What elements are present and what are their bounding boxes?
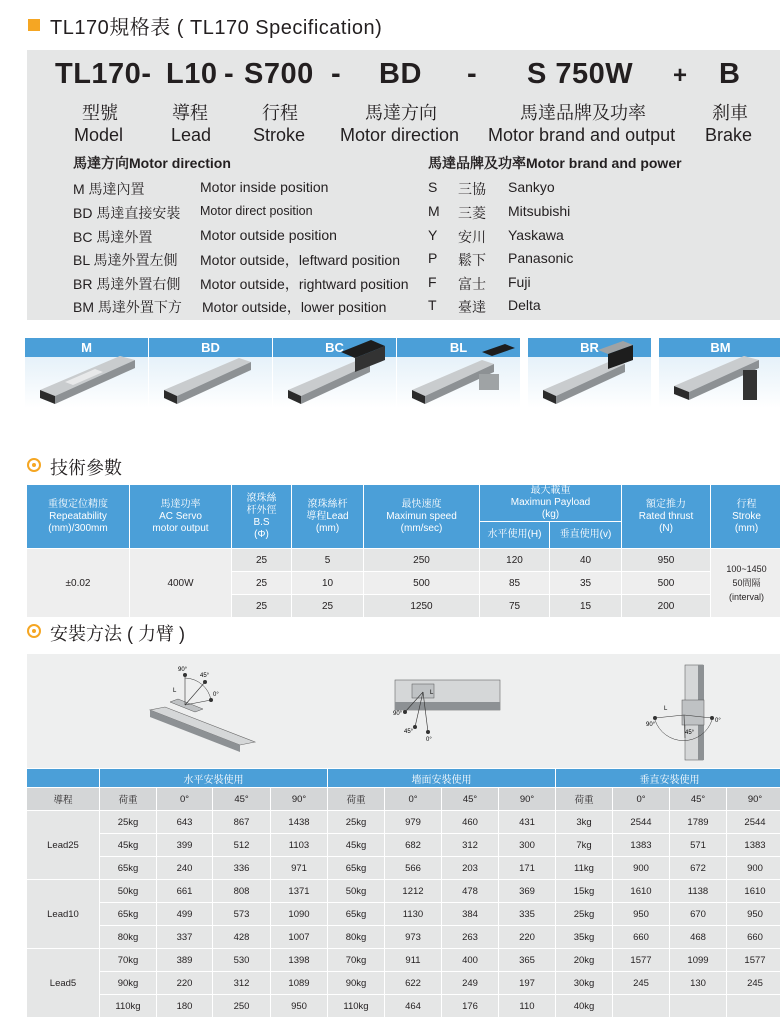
moment-cell: 312 bbox=[442, 834, 499, 857]
moment-cell: 571 bbox=[670, 834, 727, 857]
load-cell: 11kg bbox=[556, 857, 613, 880]
moment-cell: 1789 bbox=[670, 811, 727, 834]
th-angle-0: 0° bbox=[157, 788, 213, 811]
brand-cn: 臺達 bbox=[458, 299, 486, 315]
td-power: 400W bbox=[130, 549, 232, 618]
moment-cell: 110 bbox=[499, 995, 556, 1018]
th-angle-45: 45° bbox=[442, 788, 499, 811]
moment-cell: 249 bbox=[442, 972, 499, 995]
table-row bbox=[27, 949, 780, 972]
load-cell: 65kg bbox=[328, 903, 385, 926]
direction-code: BL 馬達外置左側 bbox=[73, 252, 178, 268]
wall-mount-diagram-icon bbox=[390, 670, 510, 750]
table-row bbox=[27, 880, 780, 903]
moment-cell: 682 bbox=[385, 834, 442, 857]
th-group-wall: 墻面安裝使用 bbox=[328, 769, 556, 788]
variant-label: BC bbox=[273, 338, 396, 357]
angle-label: 0° bbox=[213, 692, 219, 698]
direction-desc: Motor outside，leftward position bbox=[200, 252, 400, 268]
moment-cell: 808 bbox=[213, 880, 271, 903]
direction-code: M 馬達內置 bbox=[73, 181, 145, 197]
th-group-horizontal: 水平安裝使用 bbox=[100, 769, 328, 788]
moment-cell: 220 bbox=[499, 926, 556, 949]
moment-cell: 867 bbox=[213, 811, 271, 834]
moment-cell: 670 bbox=[670, 903, 727, 926]
moment-cell: 950 bbox=[613, 903, 670, 926]
td-lead: 10 bbox=[292, 572, 364, 595]
moment-cell: 130 bbox=[670, 972, 727, 995]
moment-cell: 566 bbox=[385, 857, 442, 880]
brand-cn: 鬆下 bbox=[458, 252, 486, 268]
install-section-title: 安裝方法 ( 力臂 ) bbox=[50, 624, 185, 644]
moment-cell: 979 bbox=[385, 811, 442, 834]
moment-cell: 950 bbox=[271, 995, 328, 1018]
table-row bbox=[27, 926, 780, 949]
direction-desc: Motor outside position bbox=[200, 227, 337, 243]
th-load: 荷重 bbox=[328, 788, 385, 811]
code-lead: L10 bbox=[166, 58, 218, 90]
actuator-bm-icon bbox=[659, 338, 780, 418]
th-empty bbox=[27, 769, 100, 788]
page-title: TL170規格表 ( TL170 Specification) bbox=[50, 17, 383, 39]
moment-cell: 468 bbox=[670, 926, 727, 949]
th-angle-90: 90° bbox=[499, 788, 556, 811]
variant-card-bd bbox=[149, 338, 272, 438]
moment-cell: 900 bbox=[613, 857, 670, 880]
load-cell: 45kg bbox=[328, 834, 385, 857]
moment-cell: 622 bbox=[385, 972, 442, 995]
th-payload: 最大載重 Maximun Payload (kg) bbox=[480, 485, 622, 522]
brand-cn: 富士 bbox=[458, 276, 486, 292]
direction-desc: Motor direct position bbox=[200, 204, 313, 218]
direction-desc: Motor inside position bbox=[200, 179, 329, 195]
direction-desc: Motor outside，lower position bbox=[202, 299, 387, 315]
lead-cell: Lead5 bbox=[27, 949, 100, 1018]
field-en: Lead bbox=[171, 125, 212, 145]
load-cell: 65kg bbox=[328, 857, 385, 880]
moment-cell: 180 bbox=[157, 995, 213, 1018]
td-speed: 500 bbox=[364, 572, 480, 595]
moment-cell: 337 bbox=[157, 926, 213, 949]
brand-cn: 三協 bbox=[458, 181, 486, 197]
load-cell: 25kg bbox=[328, 811, 385, 834]
brand-code: T bbox=[428, 297, 437, 313]
angle-label: 45° bbox=[200, 673, 210, 679]
actuator-bl-icon bbox=[397, 338, 520, 418]
th-angle-0: 0° bbox=[613, 788, 670, 811]
vertical-mount-diagram-icon bbox=[640, 660, 740, 765]
lead-cell: Lead10 bbox=[27, 880, 100, 949]
moment-cell: 911 bbox=[385, 949, 442, 972]
angle-label: 45° bbox=[685, 730, 695, 736]
moment-cell: 389 bbox=[157, 949, 213, 972]
load-cell: 7kg bbox=[556, 834, 613, 857]
field-cn: 馬達方向 bbox=[365, 103, 437, 123]
load-cell: 15kg bbox=[556, 880, 613, 903]
moment-cell: 1089 bbox=[271, 972, 328, 995]
moment-cell: 478 bbox=[442, 880, 499, 903]
th-angle-45: 45° bbox=[670, 788, 727, 811]
tech-spec-table bbox=[26, 484, 780, 618]
table-row bbox=[27, 972, 780, 995]
motor-direction-heading: 馬達方向Motor direction bbox=[73, 155, 231, 171]
td-payload-v: 15 bbox=[550, 595, 622, 618]
variant-label: BL bbox=[397, 338, 520, 357]
code-dash: - bbox=[224, 58, 235, 90]
motor-brand-heading: 馬達品牌及功率Motor brand and power bbox=[428, 155, 682, 171]
moment-cell: 1610 bbox=[727, 880, 780, 903]
moment-cell bbox=[670, 995, 727, 1018]
load-cell: 50kg bbox=[328, 880, 385, 903]
load-cell: 3kg bbox=[556, 811, 613, 834]
td-payload-v: 40 bbox=[550, 549, 622, 572]
moment-cell: 643 bbox=[157, 811, 213, 834]
actuator-m-icon bbox=[25, 338, 148, 418]
moment-cell: 530 bbox=[213, 949, 271, 972]
title-bullet-icon bbox=[28, 19, 40, 31]
moment-cell: 203 bbox=[442, 857, 499, 880]
moment-cell: 1438 bbox=[271, 811, 328, 834]
brand-en: Sankyo bbox=[508, 179, 555, 195]
code-plus: + bbox=[673, 62, 688, 89]
td-speed: 250 bbox=[364, 549, 480, 572]
moment-cell: 499 bbox=[157, 903, 213, 926]
load-cell: 40kg bbox=[556, 995, 613, 1018]
moment-cell: 973 bbox=[385, 926, 442, 949]
load-cell: 80kg bbox=[328, 926, 385, 949]
th-angle-0: 0° bbox=[385, 788, 442, 811]
moment-cell: 335 bbox=[499, 903, 556, 926]
load-cell: 20kg bbox=[556, 949, 613, 972]
td-speed: 1250 bbox=[364, 595, 480, 618]
td-lead: 25 bbox=[292, 595, 364, 618]
moment-cell: 171 bbox=[499, 857, 556, 880]
moment-cell: 971 bbox=[271, 857, 328, 880]
arm-length-label: L bbox=[430, 690, 434, 696]
moment-cell: 2544 bbox=[727, 811, 780, 834]
moment-cell bbox=[613, 995, 670, 1018]
load-cell: 65kg bbox=[100, 903, 157, 926]
brand-cn: 三菱 bbox=[458, 205, 486, 221]
load-cell: 70kg bbox=[328, 949, 385, 972]
variant-label: M bbox=[25, 338, 148, 357]
load-cell: 110kg bbox=[328, 995, 385, 1018]
moment-cell bbox=[727, 995, 780, 1018]
variant-card-m bbox=[25, 338, 148, 438]
moment-cell: 1090 bbox=[271, 903, 328, 926]
moment-cell: 1383 bbox=[727, 834, 780, 857]
variant-card-bl bbox=[397, 338, 520, 438]
td-payload-h: 120 bbox=[480, 549, 550, 572]
moment-cell: 176 bbox=[442, 995, 499, 1018]
load-cell: 65kg bbox=[100, 857, 157, 880]
variant-card-bc bbox=[273, 338, 396, 438]
load-cell: 50kg bbox=[100, 880, 157, 903]
moment-cell: 1610 bbox=[613, 880, 670, 903]
code-direction: BD bbox=[379, 58, 422, 90]
td-lead: 5 bbox=[292, 549, 364, 572]
moment-cell: 464 bbox=[385, 995, 442, 1018]
moment-cell: 336 bbox=[213, 857, 271, 880]
moment-cell: 220 bbox=[157, 972, 213, 995]
brand-cn: 安川 bbox=[458, 229, 486, 245]
moment-cell: 1398 bbox=[271, 949, 328, 972]
angle-label: 0° bbox=[715, 718, 721, 724]
brand-code: S bbox=[428, 179, 438, 195]
direction-code: BD 馬達直接安裝 bbox=[73, 205, 181, 221]
td-thrust: 950 bbox=[622, 549, 711, 572]
brand-code: P bbox=[428, 250, 438, 266]
brand-code: M bbox=[428, 203, 440, 219]
brand-code: F bbox=[428, 274, 437, 290]
load-cell: 45kg bbox=[100, 834, 157, 857]
moment-cell: 245 bbox=[613, 972, 670, 995]
section-bullet-icon bbox=[27, 458, 41, 472]
brand-en: Panasonic bbox=[508, 250, 574, 266]
angle-label: 90° bbox=[646, 722, 656, 728]
field-en: Motor brand and output bbox=[488, 125, 676, 145]
actuator-bc-icon bbox=[273, 338, 396, 418]
moment-cell: 1099 bbox=[670, 949, 727, 972]
table-row bbox=[27, 834, 780, 857]
direction-code: BR 馬達外置右側 bbox=[73, 276, 181, 292]
td-payload-v: 35 bbox=[550, 572, 622, 595]
th-repeatability: 重復定位精度 Repeatability (mm)/300mm bbox=[27, 485, 130, 549]
moment-cell: 245 bbox=[727, 972, 780, 995]
field-cn: 刹車 bbox=[712, 103, 748, 123]
td-thrust: 500 bbox=[622, 572, 711, 595]
moment-cell: 900 bbox=[727, 857, 780, 880]
moment-cell: 460 bbox=[442, 811, 499, 834]
moment-cell: 1130 bbox=[385, 903, 442, 926]
td-payload-h: 85 bbox=[480, 572, 550, 595]
load-cell: 80kg bbox=[100, 926, 157, 949]
moment-cell: 312 bbox=[213, 972, 271, 995]
th-lead: 導程 bbox=[27, 788, 100, 811]
th-stroke: 行程 Stroke (mm) bbox=[711, 485, 780, 549]
actuator-br-icon bbox=[528, 338, 651, 418]
code-brake: B bbox=[719, 58, 741, 90]
moment-cell: 660 bbox=[727, 926, 780, 949]
moment-load-table bbox=[26, 768, 780, 1018]
direction-code: BM 馬達外置下方 bbox=[73, 299, 182, 315]
variant-label: BD bbox=[149, 338, 272, 357]
moment-cell: 672 bbox=[670, 857, 727, 880]
tech-section-title: 技術參數 bbox=[50, 458, 122, 478]
moment-cell: 431 bbox=[499, 811, 556, 834]
code-dash: - bbox=[467, 58, 478, 90]
td-stroke: 100~1450 50間隔 (interval) bbox=[711, 549, 780, 618]
moment-cell: 1383 bbox=[613, 834, 670, 857]
moment-cell: 512 bbox=[213, 834, 271, 857]
field-en: Motor direction bbox=[340, 125, 460, 145]
field-en: Brake bbox=[705, 125, 753, 145]
th-angle-45: 45° bbox=[213, 788, 271, 811]
direction-desc: Motor outside，rightward position bbox=[200, 276, 409, 292]
moment-cell: 1577 bbox=[613, 949, 670, 972]
angle-label: 45° bbox=[404, 729, 414, 735]
moment-cell: 1577 bbox=[727, 949, 780, 972]
angle-label: 0° bbox=[426, 737, 432, 743]
table-row bbox=[27, 811, 780, 834]
variant-label: BM bbox=[659, 338, 780, 357]
moment-cell: 1103 bbox=[271, 834, 328, 857]
brand-en: Mitsubishi bbox=[508, 203, 571, 219]
variant-label: BR bbox=[528, 338, 651, 357]
load-cell: 90kg bbox=[100, 972, 157, 995]
moment-cell: 1007 bbox=[271, 926, 328, 949]
th-speed: 最快速度 Maximun speed (mm/sec) bbox=[364, 485, 480, 549]
moment-cell: 573 bbox=[213, 903, 271, 926]
moment-cell: 197 bbox=[499, 972, 556, 995]
th-angle-90: 90° bbox=[271, 788, 328, 811]
th-load: 荷重 bbox=[100, 788, 157, 811]
moment-cell: 300 bbox=[499, 834, 556, 857]
moment-cell: 2544 bbox=[613, 811, 670, 834]
th-thrust: 額定推力 Rated thrust (N) bbox=[622, 485, 711, 549]
field-cn: 導程 bbox=[172, 103, 208, 123]
load-cell: 30kg bbox=[556, 972, 613, 995]
code-dash: - bbox=[331, 58, 342, 90]
section-bullet-icon bbox=[27, 624, 41, 638]
code-motor: S 750W bbox=[527, 58, 634, 90]
moment-cell: 660 bbox=[613, 926, 670, 949]
td-bs: 25 bbox=[232, 572, 292, 595]
moment-cell: 661 bbox=[157, 880, 213, 903]
load-cell: 35kg bbox=[556, 926, 613, 949]
moment-cell: 399 bbox=[157, 834, 213, 857]
th-power: 馬達功率 AC Servo motor output bbox=[130, 485, 232, 549]
table-row bbox=[27, 857, 780, 880]
td-bs: 25 bbox=[232, 549, 292, 572]
moment-cell: 428 bbox=[213, 926, 271, 949]
th-load: 荷重 bbox=[556, 788, 613, 811]
table-row bbox=[27, 995, 780, 1018]
code-model: TL170- bbox=[55, 58, 152, 90]
variant-card-br bbox=[528, 338, 651, 438]
field-en: Stroke bbox=[253, 125, 306, 145]
moment-cell: 1371 bbox=[271, 880, 328, 903]
brand-code: Y bbox=[428, 227, 438, 243]
arm-length-label: L bbox=[173, 688, 177, 694]
th-lead: 滾珠絲杆 導程Lead (mm) bbox=[292, 485, 364, 549]
arm-length-label: L bbox=[664, 706, 668, 712]
moment-cell: 950 bbox=[727, 903, 780, 926]
th-angle-90: 90° bbox=[727, 788, 780, 811]
code-stroke: S700 bbox=[244, 58, 314, 90]
th-payload-h: 水平使用(H) bbox=[480, 522, 550, 549]
load-cell: 110kg bbox=[100, 995, 157, 1018]
load-cell: 70kg bbox=[100, 949, 157, 972]
moment-cell: 365 bbox=[499, 949, 556, 972]
field-en: Model bbox=[74, 125, 124, 145]
th-ball-screw: 滾珠絲 杆外徑 B.S (Φ) bbox=[232, 485, 292, 549]
moment-cell: 250 bbox=[213, 995, 271, 1018]
moment-cell: 1138 bbox=[670, 880, 727, 903]
load-cell: 90kg bbox=[328, 972, 385, 995]
field-cn: 型號 bbox=[82, 103, 118, 123]
td-repeatability: ±0.02 bbox=[27, 549, 130, 618]
brand-en: Fuji bbox=[508, 274, 531, 290]
th-payload-v: 垂直使用(v) bbox=[550, 522, 622, 549]
brand-en: Delta bbox=[508, 297, 541, 313]
moment-cell: 369 bbox=[499, 880, 556, 903]
direction-code: BC 馬達外置 bbox=[73, 229, 153, 245]
variant-card-bm bbox=[659, 338, 780, 438]
moment-cell: 1212 bbox=[385, 880, 442, 903]
td-thrust: 200 bbox=[622, 595, 711, 618]
moment-cell: 384 bbox=[442, 903, 499, 926]
angle-label: 90° bbox=[178, 667, 188, 673]
moment-cell: 240 bbox=[157, 857, 213, 880]
table-row bbox=[27, 903, 780, 926]
field-cn: 馬達品牌及功率 bbox=[520, 103, 646, 123]
th-group-vertical: 垂直安裝使用 bbox=[556, 769, 780, 788]
td-payload-h: 75 bbox=[480, 595, 550, 618]
lead-cell: Lead25 bbox=[27, 811, 100, 880]
td-bs: 25 bbox=[232, 595, 292, 618]
moment-cell: 263 bbox=[442, 926, 499, 949]
load-cell: 25kg bbox=[556, 903, 613, 926]
horizontal-mount-diagram-icon bbox=[145, 660, 265, 760]
load-cell: 25kg bbox=[100, 811, 157, 834]
field-cn: 行程 bbox=[262, 103, 298, 123]
actuator-bd-icon bbox=[149, 338, 272, 418]
brand-en: Yaskawa bbox=[508, 227, 564, 243]
moment-cell: 400 bbox=[442, 949, 499, 972]
angle-label: 90° bbox=[393, 711, 403, 717]
